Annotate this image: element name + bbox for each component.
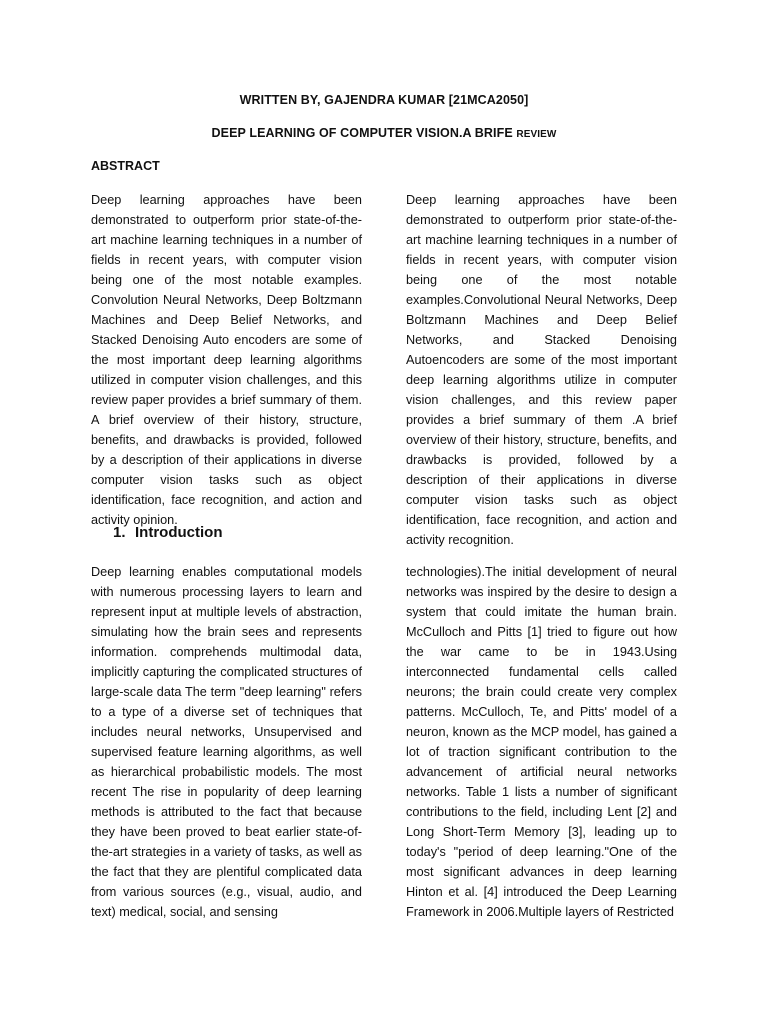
section-title: Introduction (135, 524, 223, 541)
abstract-right-paragraph: Deep learning approaches have been demonstrated to outperform prior state-of-the-art machine learning techniques in a number of fields in recent years, with computer vision being one of the most notable examples.Convolutional Neural Networks, Deep Boltzmann Machines and Deep Belief Networks, and Stacked Denoising Autoencoders are some of the most important deep learning algorithms utilize in computer vision challenges, and this review paper provides a brief summary of them .A brief overview of their history, structure, benefits, and drawbacks is provided, followed by a description of their applications in diverse computer vision tasks such as object identification, face recognition, and action and activity recognition. (406, 193, 677, 547)
introduction-right-paragraph: technologies).The initial development of neural networks was inspired by the desire to design a system that could imitate the human brain. McCulloch and Pitts [1] tried to figure out how the war came to be in 1943.Using interconnected fundamental cells called neurons; the brain could create very complex patterns. McCulloch, Te, and Pitts' model of a neuron, known as the MCP model, has gained a lot of traction significant contribution to the advancement of artificial neural networks networks. Table 1 lists a number of significant contributions to the field, including Lent [2] and Long Short-Term Memory [3], leading up to today's "period of deep learning."One of the most significant advances in deep learning Hinton et al. [4] introduced the Deep Learning Framework in 2006.Multiple layers of Restricted (406, 565, 677, 919)
introduction-right-column (406, 562, 677, 922)
introduction-left-column (91, 562, 362, 922)
paper-title-small: REVIEW (516, 129, 557, 140)
abstract-heading: ABSTRACT (91, 159, 160, 173)
introduction-left-paragraph: Deep learning enables computational models with numerous processing layers to learn and represent input at multiple levels of abstraction, simulating how the brain sees and represents information. comprehends multimodal data, implicitly capturing the complicated structures of large-scale data The term "deep learning" refers to a type of a diverse set of techniques that includes neural networks, Unsupervised and supervised feature learning algorithms, as well as hierarchical probabilistic models. The most recent The rise in popularity of deep learning methods is attributed to the fact that because they have been proved to beat earlier state-of-the-art strategies in a variety of tasks, as well as the fact that they are plentiful complicated data from various sources (e.g., visual, audio, and text) medical, social, and sensing (91, 565, 362, 919)
section-heading-introduction (113, 524, 222, 541)
abstract-right-column (406, 190, 677, 550)
abstract-left-paragraph: Deep learning approaches have been demonstrated to outperform prior state-of-the-art machine learning techniques in a number of fields in recent years, with computer vision being one of the most notable examples. Convolution Neural Networks, Deep Boltzmann Machines and Deep Belief Networks, and Stacked Denoising Auto encoders are some of the most important deep learning algorithms utilized in computer vision challenges, and this review paper provides a brief summary of them. A brief overview of their history, structure, benefits, and drawbacks is provided, followed by a description of their applications in diverse computer vision tasks such as object identification, face recognition, and action and activity opinion. (91, 193, 362, 527)
paper-title (0, 126, 768, 140)
paper-title-main: DEEP LEARNING OF COMPUTER VISION.A BRIFE (211, 126, 517, 140)
section-number: 1. (113, 524, 126, 541)
abstract-left-column (91, 190, 362, 530)
author-line: WRITTEN BY, GAJENDRA KUMAR [21MCA2050] (239, 93, 529, 107)
